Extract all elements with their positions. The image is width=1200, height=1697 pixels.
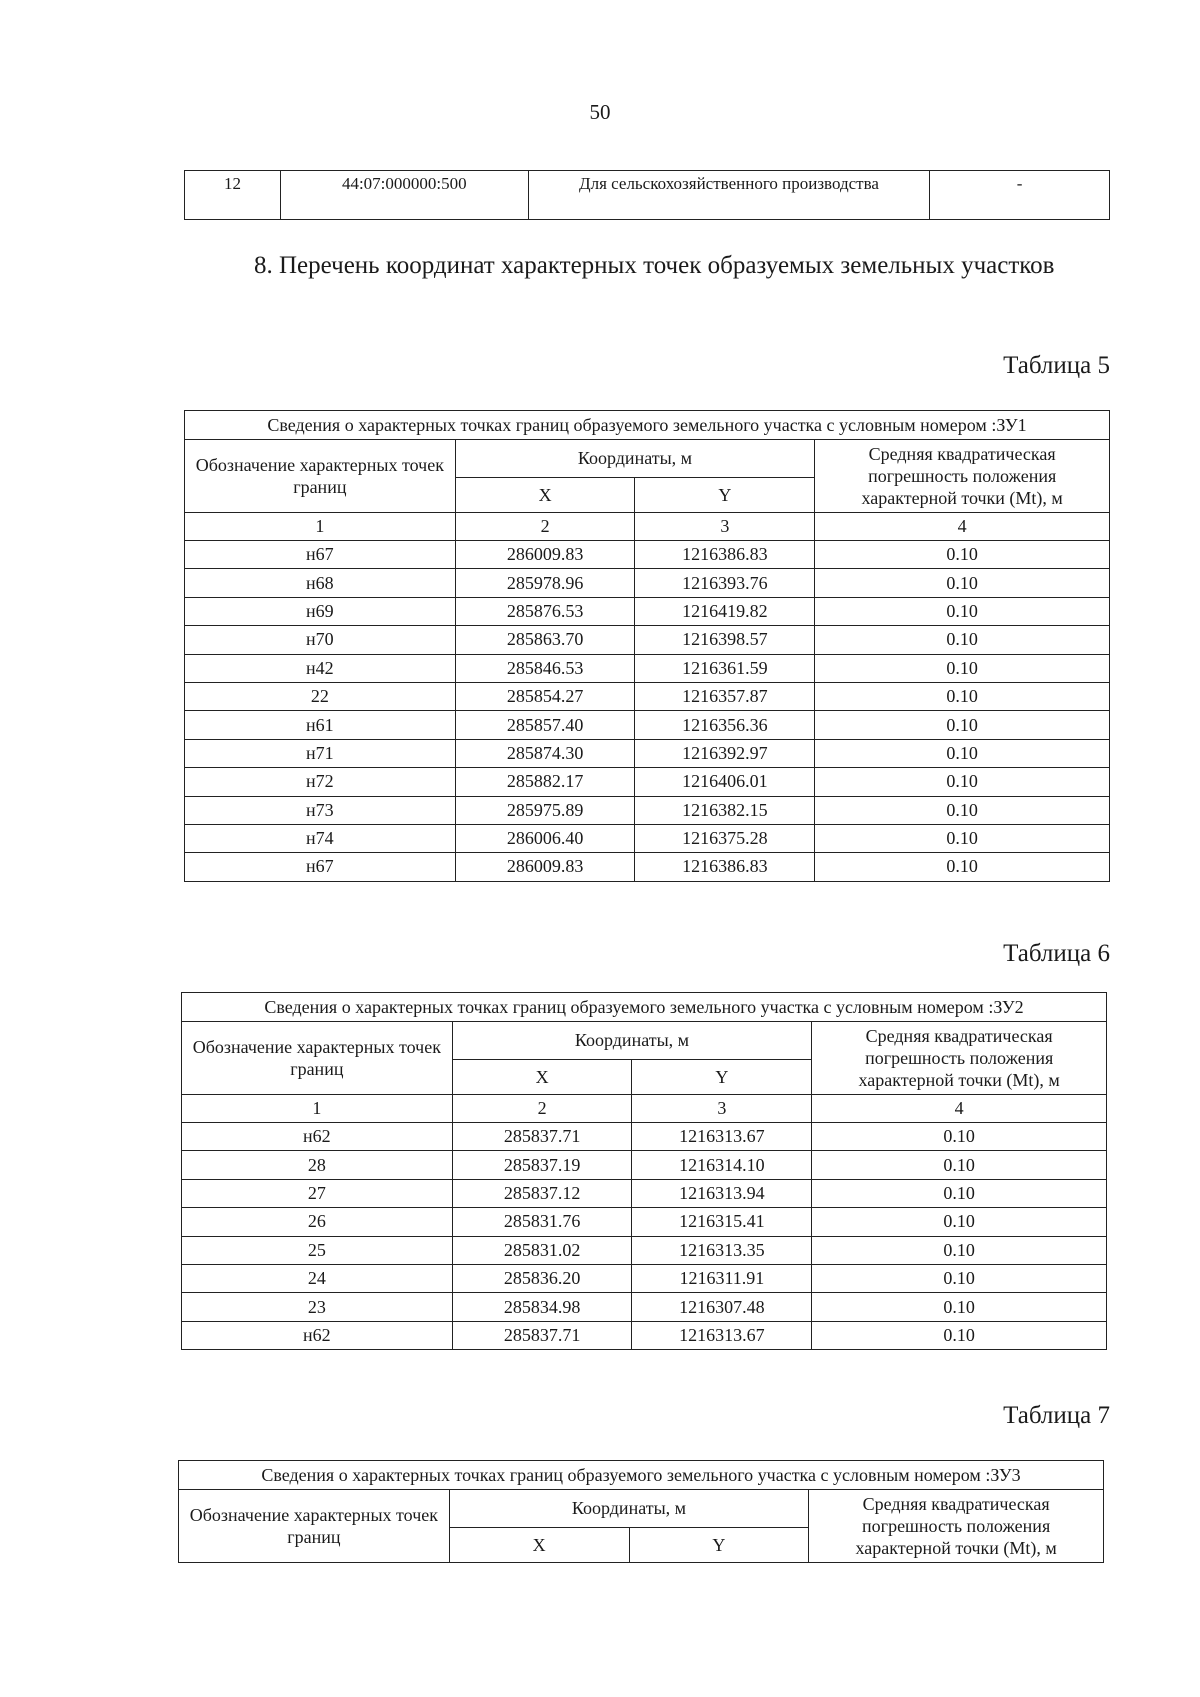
x-cell: 285837.71 <box>452 1321 632 1349</box>
table-title: Сведения о характерных точках границ образуемого земельного участка с условным номером :ЗУ1 <box>185 411 1110 440</box>
point-cell: н42 <box>185 654 456 682</box>
error-cell: 0.10 <box>815 796 1110 824</box>
table-row <box>185 569 1110 597</box>
x-cell: 285882.17 <box>455 768 635 796</box>
x-cell: 285975.89 <box>455 796 635 824</box>
point-cell: н67 <box>185 541 456 569</box>
error-cell: 0.10 <box>812 1264 1107 1292</box>
x-cell: 286009.83 <box>455 853 635 881</box>
y-cell: 1216392.97 <box>635 739 815 767</box>
parcel-table-fragment <box>184 170 1110 220</box>
point-cell: н62 <box>182 1321 453 1349</box>
error-cell: 0.10 <box>812 1321 1107 1349</box>
table-row <box>182 1236 1107 1264</box>
x-cell: 285831.02 <box>452 1236 632 1264</box>
table-7-caption: Таблица 7 <box>1003 1402 1110 1429</box>
column-index: 4 <box>815 513 1110 541</box>
point-cell: н73 <box>185 796 456 824</box>
x-cell: 285863.70 <box>455 626 635 654</box>
point-cell: н62 <box>182 1123 453 1151</box>
x-cell: 285837.19 <box>452 1151 632 1179</box>
error-cell: 0.10 <box>815 654 1110 682</box>
y-cell: 1216382.15 <box>635 796 815 824</box>
point-cell: 28 <box>182 1151 453 1179</box>
table-row <box>182 1151 1107 1179</box>
coordinates-header: Координаты, м <box>452 1022 812 1060</box>
x-cell: 285854.27 <box>455 682 635 710</box>
table-row <box>185 711 1110 739</box>
table-title: Сведения о характерных точках границ образуемого земельного участка с условным номером :ЗУ3 <box>179 1461 1104 1490</box>
x-header: X <box>455 478 635 513</box>
points-header: Обозначение характерных точек границ <box>179 1490 450 1563</box>
point-cell: н67 <box>185 853 456 881</box>
table-row <box>185 541 1110 569</box>
x-cell: 285831.76 <box>452 1208 632 1236</box>
y-cell: 1216313.67 <box>632 1123 812 1151</box>
y-cell: 1216357.87 <box>635 682 815 710</box>
error-cell: 0.10 <box>815 569 1110 597</box>
x-header: X <box>452 1060 632 1095</box>
column-index: 2 <box>452 1095 632 1123</box>
coordinates-table-zu3 <box>178 1460 1104 1563</box>
point-cell: н74 <box>185 824 456 852</box>
y-header: Y <box>632 1060 812 1095</box>
y-cell: 1216375.28 <box>635 824 815 852</box>
cadastral-number: 44:07:000000:500 <box>280 171 528 220</box>
column-index: 4 <box>812 1095 1107 1123</box>
error-cell: 0.10 <box>815 824 1110 852</box>
table-row <box>185 853 1110 881</box>
x-cell: 286006.40 <box>455 824 635 852</box>
error-cell: 0.10 <box>812 1208 1107 1236</box>
table-row <box>185 796 1110 824</box>
x-cell: 286009.83 <box>455 541 635 569</box>
table-5-caption: Таблица 5 <box>1003 352 1110 379</box>
error-cell: 0.10 <box>815 853 1110 881</box>
x-cell: 285874.30 <box>455 739 635 767</box>
point-cell: 22 <box>185 682 456 710</box>
page-number: 50 <box>589 100 611 124</box>
error-cell: 0.10 <box>815 739 1110 767</box>
x-cell: 285857.40 <box>455 711 635 739</box>
table-row <box>182 1264 1107 1292</box>
y-cell: 1216386.83 <box>635 541 815 569</box>
point-cell: 23 <box>182 1293 453 1321</box>
points-header: Обозначение характерных точек границ <box>185 440 456 513</box>
column-index: 3 <box>632 1095 812 1123</box>
section-number: 8. <box>254 252 273 279</box>
x-header: X <box>449 1528 629 1563</box>
error-cell: 0.10 <box>815 711 1110 739</box>
point-cell: н61 <box>185 711 456 739</box>
error-cell: 0.10 <box>815 597 1110 625</box>
table-row <box>185 626 1110 654</box>
error-cell: 0.10 <box>812 1293 1107 1321</box>
x-cell: 285836.20 <box>452 1264 632 1292</box>
table-row <box>182 1123 1107 1151</box>
section-heading <box>184 250 1112 282</box>
y-cell: 1216419.82 <box>635 597 815 625</box>
error-cell: 0.10 <box>815 541 1110 569</box>
table-6-caption: Таблица 6 <box>1003 940 1110 967</box>
x-cell: 285978.96 <box>455 569 635 597</box>
row-number: 12 <box>185 171 281 220</box>
y-cell: 1216311.91 <box>632 1264 812 1292</box>
table-row <box>185 171 1110 220</box>
error-header: Средняя квадратическая погрешность положения характерной точки (Mt), м <box>815 440 1110 513</box>
point-cell: н72 <box>185 768 456 796</box>
table-row <box>182 1179 1107 1207</box>
extra-value: - <box>930 171 1110 220</box>
y-cell: 1216313.67 <box>632 1321 812 1349</box>
table-row <box>185 654 1110 682</box>
y-cell: 1216356.36 <box>635 711 815 739</box>
y-cell: 1216386.83 <box>635 853 815 881</box>
column-index: 3 <box>635 513 815 541</box>
error-cell: 0.10 <box>812 1236 1107 1264</box>
y-header: Y <box>635 478 815 513</box>
table-row <box>182 1321 1107 1349</box>
y-cell: 1216361.59 <box>635 654 815 682</box>
table-title: Сведения о характерных точках границ образуемого земельного участка с условным номером :ЗУ2 <box>182 993 1107 1022</box>
land-purpose: Для сельскохозяйственного производства <box>528 171 930 220</box>
point-cell: 26 <box>182 1208 453 1236</box>
error-cell: 0.10 <box>815 768 1110 796</box>
error-cell: 0.10 <box>815 626 1110 654</box>
point-cell: н69 <box>185 597 456 625</box>
error-cell: 0.10 <box>812 1179 1107 1207</box>
table-row <box>185 597 1110 625</box>
table-row <box>185 739 1110 767</box>
error-header: Средняя квадратическая погрешность положения характерной точки (Mt), м <box>812 1022 1107 1095</box>
y-cell: 1216315.41 <box>632 1208 812 1236</box>
coordinates-table-zu1 <box>184 410 1110 882</box>
y-cell: 1216393.76 <box>635 569 815 597</box>
x-cell: 285846.53 <box>455 654 635 682</box>
table-row <box>182 1208 1107 1236</box>
points-header: Обозначение характерных точек границ <box>182 1022 453 1095</box>
point-cell: 24 <box>182 1264 453 1292</box>
table-row <box>185 682 1110 710</box>
error-header: Средняя квадратическая погрешность положения характерной точки (Mt), м <box>809 1490 1104 1563</box>
y-cell: 1216313.35 <box>632 1236 812 1264</box>
table-row <box>185 768 1110 796</box>
y-cell: 1216307.48 <box>632 1293 812 1321</box>
error-cell: 0.10 <box>815 682 1110 710</box>
y-cell: 1216313.94 <box>632 1179 812 1207</box>
table-row <box>182 1293 1107 1321</box>
section-title: Перечень координат характерных точек образуемых земельных участков <box>279 252 1055 279</box>
point-cell: 25 <box>182 1236 453 1264</box>
point-cell: н71 <box>185 739 456 767</box>
y-cell: 1216406.01 <box>635 768 815 796</box>
y-header: Y <box>629 1528 809 1563</box>
column-index: 1 <box>185 513 456 541</box>
point-cell: н70 <box>185 626 456 654</box>
error-cell: 0.10 <box>812 1151 1107 1179</box>
table-row <box>185 824 1110 852</box>
coordinates-header: Координаты, м <box>449 1490 809 1528</box>
x-cell: 285876.53 <box>455 597 635 625</box>
error-cell: 0.10 <box>812 1123 1107 1151</box>
x-cell: 285837.12 <box>452 1179 632 1207</box>
x-cell: 285837.71 <box>452 1123 632 1151</box>
y-cell: 1216398.57 <box>635 626 815 654</box>
x-cell: 285834.98 <box>452 1293 632 1321</box>
coordinates-header: Координаты, м <box>455 440 815 478</box>
column-index: 2 <box>455 513 635 541</box>
coordinates-table-zu2 <box>181 992 1107 1350</box>
column-index: 1 <box>182 1095 453 1123</box>
y-cell: 1216314.10 <box>632 1151 812 1179</box>
point-cell: 27 <box>182 1179 453 1207</box>
point-cell: н68 <box>185 569 456 597</box>
